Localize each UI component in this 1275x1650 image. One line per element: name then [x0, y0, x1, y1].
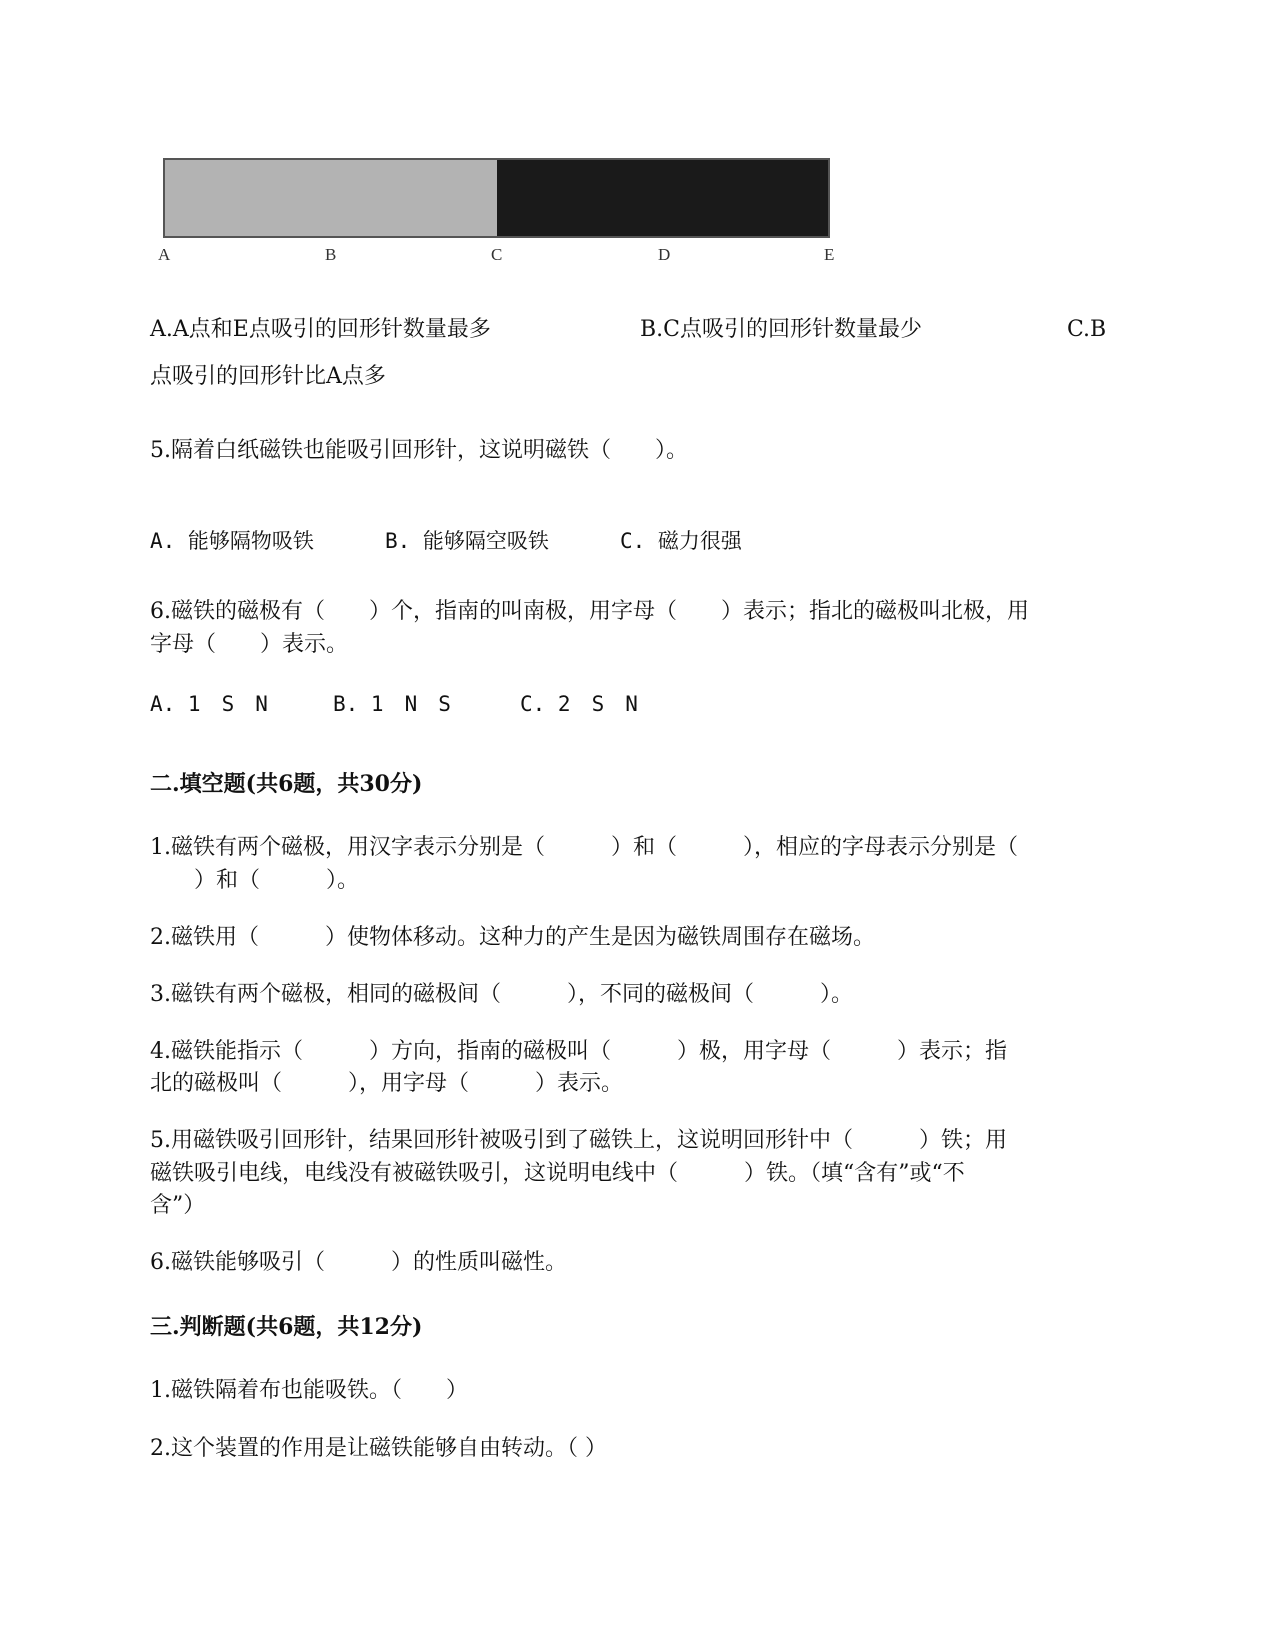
s3-q1: 1.磁铁隔着布也能吸铁。（ ） — [150, 1378, 468, 1403]
s2-q2: 2.磁铁用（ ）使物体移动。这种力的产生是因为磁铁周围存在磁场。 — [150, 925, 875, 950]
bar-magnet-figure — [163, 158, 830, 238]
s3-q2: 2.这个装置的作用是让磁铁能够自由转动。（ ） — [150, 1436, 607, 1461]
point-label-c: C — [491, 245, 503, 264]
q5-stem: 5.隔着白纸磁铁也能吸引回形针，这说明磁铁（ ）。 — [150, 438, 688, 463]
magnet-left-half — [165, 160, 497, 236]
s2-q3: 3.磁铁有两个磁极，相同的磁极间（ ），不同的磁极间（ ）。 — [150, 982, 853, 1007]
q4-option-a: A.A点和E点吸引的回形针数量最多 — [150, 317, 491, 342]
section3-heading: 三.判断题(共6题，共12分) — [150, 1314, 423, 1340]
magnet-right-half — [497, 160, 829, 236]
q6-option-b: B. 1 N S — [333, 692, 451, 716]
s2-q5-line1: 5.用磁铁吸引回形针，结果回形针被吸引到了磁铁上，这说明回形针中（ ）铁；用 — [150, 1128, 1007, 1153]
q5-option-c: C. 磁力很强 — [620, 529, 742, 553]
q5-option-a: A. 能够隔物吸铁 — [150, 529, 314, 553]
point-label-a: A — [158, 245, 171, 264]
q6-stem-line1: 6.磁铁的磁极有（ ）个，指南的叫南极，用字母（ ）表示；指北的磁极叫北极，用 — [150, 599, 1029, 624]
q4-option-c-part2: 点吸引的回形针比A点多 — [150, 364, 386, 389]
section2-heading: 二.填空题(共6题，共30分) — [150, 771, 423, 797]
s2-q5-line3: 含”） — [150, 1193, 206, 1218]
s2-q1-line2: ）和（ ）。 — [150, 868, 360, 893]
q5-option-b: B. 能够隔空吸铁 — [385, 529, 549, 553]
s2-q4-line1: 4.磁铁能指示（ ）方向，指南的磁极叫（ ）极，用字母（ ）表示；指 — [150, 1039, 1007, 1064]
point-label-b: B — [325, 245, 337, 264]
point-label-e: E — [824, 245, 835, 264]
point-label-d: D — [658, 245, 671, 264]
q4-option-b: B.C点吸引的回形针数量最少 — [640, 317, 922, 342]
q6-stem-line2: 字母（ ）表示。 — [150, 632, 349, 657]
s2-q1-line1: 1.磁铁有两个磁极，用汉字表示分别是（ ）和（ ），相应的字母表示分别是（ — [150, 835, 1018, 860]
s2-q6: 6.磁铁能够吸引（ ）的性质叫磁性。 — [150, 1250, 567, 1275]
q4-option-c-part1: C.B — [1067, 317, 1107, 342]
s2-q5-line2: 磁铁吸引电线，电线没有被磁铁吸引，这说明电线中（ ）铁。（填“含有”或“不 — [150, 1161, 965, 1186]
q6-option-c: C. 2 S N — [520, 692, 638, 716]
q6-option-a: A. 1 S N — [150, 692, 268, 716]
s2-q4-line2: 北的磁极叫（ ），用字母（ ）表示。 — [150, 1071, 624, 1096]
